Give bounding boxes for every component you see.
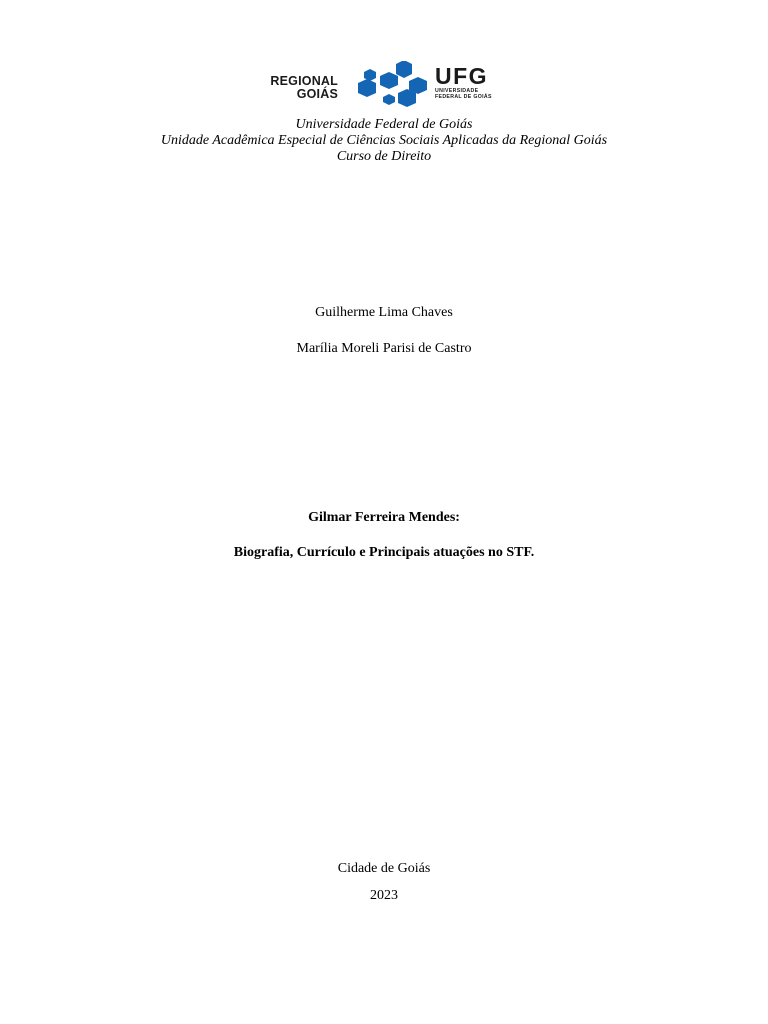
ufg-subtitle — [435, 88, 515, 100]
regional-goias-text — [252, 75, 338, 101]
hexagon-shape — [396, 61, 412, 78]
course-name: Curso de Direito — [336, 149, 432, 164]
university-name: Universidade Federal de Goiás — [295, 117, 473, 132]
author-name: Guilherme Lima Chaves — [315, 305, 453, 320]
ufg-sub-line-2: FEDERAL DE GOIÁS — [435, 94, 492, 100]
city: Cidade de Goiás — [337, 861, 431, 876]
hexagon-shape — [364, 69, 376, 81]
ufg-hexagon-cluster-icon — [356, 61, 434, 109]
document-title: Gilmar Ferreira Mendes: — [308, 510, 460, 525]
author-name: Marília Moreli Parisi de Castro — [296, 341, 472, 356]
regional-line-2: GOIÁS — [296, 87, 338, 101]
academic-unit: Unidade Acadêmica Especial de Ciências Sociais Aplicadas da Regional Goiás — [160, 133, 608, 148]
hexagon-shape — [358, 79, 376, 97]
regional-goias-ufg-logo — [252, 60, 512, 110]
ufg-sub-line-1: UNIVERSIDADE — [435, 88, 479, 94]
year: 2023 — [370, 888, 398, 903]
hexagon-shape — [380, 72, 398, 89]
ufg-acronym: UFG — [435, 63, 489, 89]
regional-line-1: REGIONAL — [270, 74, 338, 88]
hexagon-shape — [383, 94, 395, 105]
document-subtitle: Biografia, Currículo e Principais atuações no STF. — [233, 545, 535, 560]
